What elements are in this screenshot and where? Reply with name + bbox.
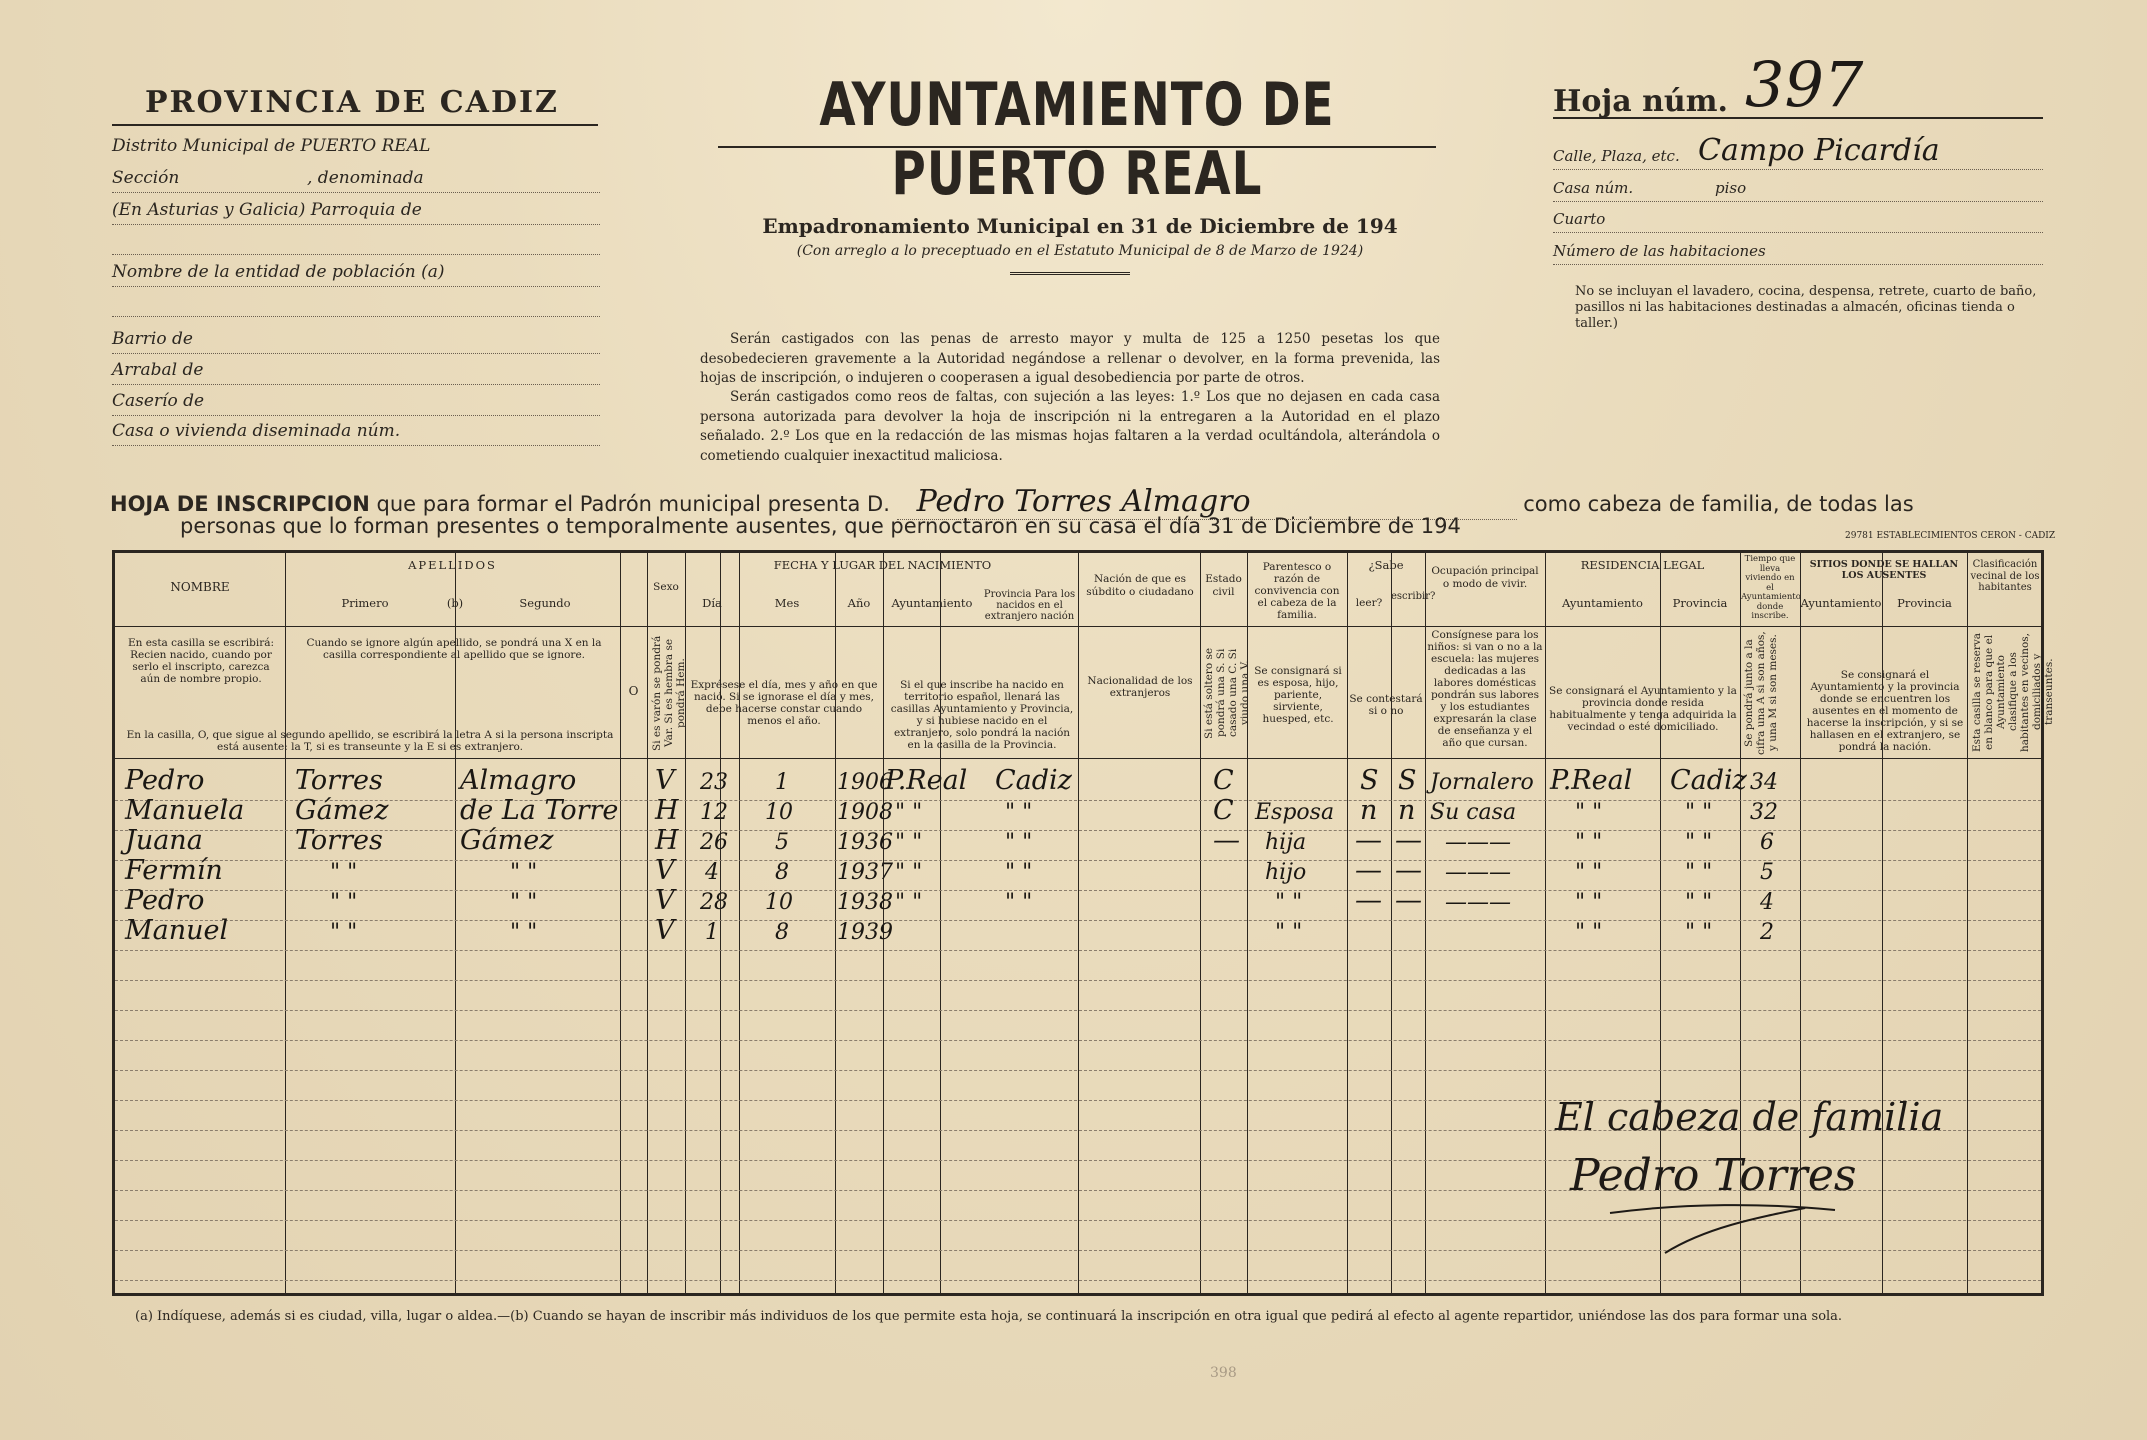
habitaciones-note: No se incluyan el lavadero, cocina, despensa, retrete, cuarto de baño, pasillos ni las habitaciones destinadas a almacén, oficinas tienda o taller.)	[1575, 284, 2037, 331]
header-rule	[115, 758, 2041, 759]
casa-diseminada-field	[112, 421, 600, 446]
cell-mes: 5	[775, 830, 789, 855]
cell-res-ayto: " "	[1575, 860, 1603, 885]
cell-sexo: H	[655, 795, 679, 826]
instr-parentesco: Se consignará si es esposa, hijo, pariente, sirviente, huesped, etc.	[1254, 665, 1342, 725]
instr-ausentes: Se consignará el Ayuntamiento y la provincia donde se encuentren los ausentes en el momento de hacerse la inscripción, y si se hallasen en el extranjero, se pondrá la nación.	[1806, 669, 1964, 753]
calle-value: Campo Picardía	[1698, 133, 1940, 168]
cell-res-ayto: " "	[1575, 800, 1603, 825]
cell-res-ayto: " "	[1575, 830, 1603, 855]
cell-nombre: Manuela	[125, 795, 245, 826]
penalty-paragraph-1: Serán castigados con las penas de arresto mayor y multa de 125 a 1250 pesetas los que desobedecieren gravemente a la Autoridad negándose a rellenar o devolver, en la forma prevenida, las hojas de inscripción, o indujeren o cooperasen a igual desobediencia por parte de otros.	[700, 331, 1440, 386]
cell-dia: 28	[700, 890, 728, 915]
habitaciones-label: Número de las habitaciones	[1553, 242, 1766, 260]
blank-line	[112, 230, 600, 255]
instr-nacion: Nacionalidad de los extranjeros	[1087, 675, 1193, 699]
row-line	[115, 920, 2041, 921]
cell-leer: —	[1355, 885, 1382, 916]
cell-ayuntamiento: P.Real	[885, 765, 968, 796]
row-line	[115, 1280, 2041, 1281]
penalty-paragraph-2: Serán castigados como reos de faltas, con sujeción a las leyes: 1.º Los que no dejasen en cada casa persona autorizada para devolver la hoja de inscripción ni la entregaren a la Autoridad en el plazo señalado. 2.º Los que en la redacción de las mismas hojas faltaren a la verdad ocultándola, alterándola o cometiendo cualquier inexactitud maliciosa.	[700, 389, 1440, 464]
col-line	[1347, 553, 1348, 1293]
hoja-label: Hoja núm.	[1553, 84, 1728, 119]
header-estado: Estado civil	[1205, 573, 1242, 598]
instr-lugar: Si el que inscribe ha nacido en territorio español, llenará las casillas Ayuntamiento y Provincia, y si hubiese nacido en el extranjero, solo pondrá la nación en la casilla de la Provincia.	[890, 679, 1074, 751]
signature-label: El cabeza de familia	[1555, 1095, 1944, 1139]
header-apellidos: APELLIDOS	[408, 558, 497, 572]
signature-flourish	[1605, 1198, 1845, 1258]
caserio-label: Caserío de	[112, 391, 205, 411]
divider	[1553, 117, 2043, 119]
header-segundo: Segundo	[519, 596, 571, 610]
cell-tiempo: 32	[1750, 800, 1778, 825]
cell-res-prov: " "	[1685, 800, 1713, 825]
cell-tiempo: 34	[1750, 770, 1778, 795]
province-title: PROVINCIA DE CADIZ	[145, 85, 559, 120]
col-line	[940, 553, 941, 1293]
cell-estado: —	[1213, 825, 1240, 856]
ornament	[1010, 272, 1130, 275]
header-nacion: Nación de que es súbdito o ciudadano	[1086, 573, 1194, 598]
cell-ano: 1939	[837, 920, 893, 945]
col-line	[1078, 553, 1079, 1293]
arrabal-label: Arrabal de	[112, 360, 204, 380]
cell-leer: —	[1355, 825, 1382, 856]
cell-leer: n	[1360, 795, 1378, 826]
cell-nombre: Pedro	[125, 885, 205, 916]
cell-res-ayto: " "	[1575, 920, 1603, 945]
cell-tiempo: 6	[1760, 830, 1774, 855]
district-line	[112, 136, 600, 160]
cell-primero: " "	[330, 920, 358, 945]
header-fecha-lugar: FECHA Y LUGAR DEL NACIMIENTO	[773, 558, 992, 572]
cell-mes: 8	[775, 860, 789, 885]
cell-primero: Torres	[295, 765, 383, 796]
cell-parentesco: Esposa	[1255, 800, 1335, 825]
header-sabe: ¿Sabe	[1368, 558, 1404, 572]
arrabal-field	[112, 360, 600, 385]
row-line	[115, 1070, 2041, 1071]
cell-res-ayto: " "	[1575, 890, 1603, 915]
cell-ayuntamiento: " "	[895, 830, 923, 855]
instr-estado: Si está soltero se pondrá una S. Si casado una C. Si viudo una V.	[1203, 647, 1251, 739]
cell-ano: 1938	[837, 890, 893, 915]
col-line	[1391, 553, 1392, 1293]
cell-segundo: Almagro	[460, 765, 577, 796]
instr-apellidos: Cuando se ignore algún apellido, se pondrá una X en la casilla correspondiente al apellido que se ignore.	[306, 637, 602, 661]
header-primero: Primero	[341, 596, 389, 610]
blank-line	[112, 292, 600, 317]
header-tiempo: Tiempo que lleva viviendo en el Ayuntamiento donde inscribe.	[1741, 554, 1801, 621]
main-title: AYUNTAMIENTO DE PUERTO REAL	[819, 71, 1335, 209]
cell-res-ayto: P.Real	[1550, 765, 1633, 796]
cell-tiempo: 5	[1760, 860, 1774, 885]
header-parentesco: Parentesco o razón de convivencia con el cabeza de la familia.	[1254, 561, 1340, 621]
header-dia: Día	[702, 596, 722, 610]
cell-ano: 1936	[837, 830, 893, 855]
casa-diseminada-label: Casa o vivienda diseminada núm.	[112, 421, 401, 441]
col-line	[620, 553, 621, 1293]
cell-primero: Torres	[295, 825, 383, 856]
printer-mark: 29781 ESTABLECIMIENTOS CERON - CADIZ	[1845, 531, 2056, 541]
cell-dia: 4	[705, 860, 719, 885]
cell-mes: 1	[775, 770, 789, 795]
cell-parentesco: " "	[1275, 890, 1303, 915]
cell-segundo: de La Torre	[460, 795, 619, 826]
inscripcion-text-b: como cabeza de familia, de todas las	[1523, 492, 1914, 516]
cell-ayuntamiento: " "	[895, 890, 923, 915]
header-ocupacion: Ocupación principal o modo de vivir.	[1431, 565, 1539, 590]
cell-provincia: " "	[1005, 860, 1033, 885]
footnote: (a) Indíquese, además si es ciudad, villa, lugar o aldea.—(b) Cuando se hayan de inscribir más individuos de los que permite esta hoja, se continuará la inscripción en otra igual que pedirá al efecto al agente repartidor, uniéndose las dos para formar una sola.	[135, 1309, 1843, 1324]
cell-provincia: " "	[1005, 890, 1033, 915]
cell-primero: " "	[330, 890, 358, 915]
instr-clasificacion: Esta casilla se reserva en blanco para que el Ayuntamiento clasifique a los habitantes en vecinos, domiciliados y transeuntes.	[1971, 632, 2055, 752]
cell-res-prov: " "	[1685, 830, 1713, 855]
col-line	[1425, 553, 1426, 1293]
cell-leer: —	[1355, 855, 1382, 886]
calle-field	[1553, 133, 2043, 170]
cell-ano: 1908	[837, 800, 893, 825]
cell-ano: 1937	[837, 860, 893, 885]
instr-sexo: Si es varón se pondrá Var. Si es hembra se pondrá Hem.	[651, 635, 687, 751]
col-line	[739, 553, 740, 1293]
pencil-mark: 398	[1210, 1365, 1237, 1381]
instr-nombre: En esta casilla se escribirá: Recien nacido, cuando por serlo el inscripto, carezca aún de nombre propio.	[127, 637, 275, 685]
header-leer: leer?	[1355, 597, 1383, 609]
cell-sexo: H	[655, 825, 679, 856]
cell-escribir: n	[1398, 795, 1416, 826]
cell-provincia: Cadiz	[995, 765, 1072, 796]
cell-segundo: " "	[510, 860, 538, 885]
cell-primero: Gámez	[295, 795, 389, 826]
col-line	[285, 553, 286, 1293]
empadronamiento-subtitle: (Con arreglo a lo preceptuado en el Estatuto Municipal de 8 de Marzo de 1924)	[796, 243, 1364, 259]
row-line	[115, 1040, 2041, 1041]
cell-sexo: V	[655, 915, 675, 946]
col-line	[835, 553, 836, 1293]
col-line	[1882, 553, 1883, 1293]
header-nombre: NOMBRE	[170, 580, 230, 594]
cell-dia: 23	[700, 770, 728, 795]
instr-sabe: Se contestará si o no	[1349, 693, 1423, 717]
cell-sexo: V	[655, 855, 675, 886]
header-residencia-prov: Provincia	[1672, 596, 1728, 610]
seccion-field	[112, 168, 600, 193]
cell-segundo: Gámez	[460, 825, 554, 856]
cell-segundo: " "	[510, 920, 538, 945]
col-line	[1545, 553, 1546, 1293]
cell-nombre: Pedro	[125, 765, 205, 796]
calle-label: Calle, Plaza, etc.	[1553, 147, 1680, 165]
parroquia-label: (En Asturias y Galicia) Parroquia de	[112, 200, 422, 220]
cell-parentesco: hija	[1265, 830, 1307, 855]
cell-leer: S	[1360, 765, 1379, 796]
cell-estado: C	[1213, 795, 1234, 826]
header-ayuntamiento: Ayuntamiento	[891, 596, 973, 610]
cell-nombre: Manuel	[125, 915, 229, 946]
caserio-field	[112, 391, 600, 416]
empadronamiento-title: Empadronamiento Municipal en 31 de Diciembre de 194	[762, 214, 1398, 238]
cell-dia: 1	[705, 920, 719, 945]
cuarto-field	[1553, 210, 2043, 233]
cell-primero: " "	[330, 860, 358, 885]
cell-res-prov: " "	[1685, 860, 1713, 885]
cell-mes: 8	[775, 920, 789, 945]
header-mes: Mes	[774, 596, 800, 610]
cell-res-prov: " "	[1685, 890, 1713, 915]
cell-escribir: —	[1395, 825, 1422, 856]
row-line	[115, 980, 2041, 981]
header-escribir: escribir?	[1391, 591, 1436, 602]
cell-parentesco: hijo	[1265, 860, 1307, 885]
cell-escribir: —	[1395, 855, 1422, 886]
cell-escribir: —	[1395, 885, 1422, 916]
head-of-family-name: Pedro Torres Almagro	[897, 484, 1517, 520]
header-sexo: Sexo	[653, 581, 679, 593]
entidad-label: Nombre de la entidad de población (a)	[112, 262, 445, 282]
row-line	[115, 890, 2041, 891]
cell-dia: 26	[700, 830, 728, 855]
denominada-label: , denominada	[307, 168, 424, 188]
instr-residencia: Se consignará el Ayuntamiento y la provincia donde resida habitualmente y tenga adquirida la vecindad o esté domiciliado.	[1549, 685, 1737, 733]
inscripcion-lead: HOJA DE INSCRIPCION	[110, 492, 370, 516]
cell-res-prov: Cadiz	[1670, 765, 1747, 796]
divider	[718, 146, 1436, 148]
instr-ocupacion: Consígnese para los niños: si van o no a la escuela: las mujeres dedicadas a las labores domésticas pondrán sus labores y los estudiantes expresarán la clase de enseñanza y el año que cursan.	[1427, 629, 1543, 749]
entidad-field	[112, 262, 600, 287]
inscripcion-line-2: personas que lo forman presentes o temporalmente ausentes, que pernoctaron en su casa el día 31 de Diciembre de 194	[180, 514, 1461, 538]
col-line	[455, 553, 456, 1293]
header-ausentes: SITIOS DONDE SE HALLAN LOS AUSENTES	[1809, 559, 1959, 581]
cell-ocupacion: ———	[1445, 860, 1511, 885]
header-ausentes-ayto: Ayuntamiento	[1800, 596, 1882, 610]
cell-ano: 1906	[837, 770, 893, 795]
header-residencia: RESIDENCIA LEGAL	[1580, 558, 1705, 572]
divider	[112, 124, 598, 126]
cell-sexo: V	[655, 765, 675, 796]
casa-label: Casa núm.	[1553, 179, 1634, 197]
cell-res-prov: " "	[1685, 920, 1713, 945]
cell-segundo: " "	[510, 890, 538, 915]
cell-ocupacion: ———	[1445, 890, 1511, 915]
instr-casilla-o: En la casilla, O, que sigue al segundo apellido, se escribirá la letra A si la persona inscripta está ausente: la T, si es transeunte y la E si es extranjero.	[126, 729, 614, 753]
barrio-field	[112, 329, 600, 354]
row-line	[115, 1010, 2041, 1011]
signature-name: Pedro Torres	[1570, 1150, 1857, 1201]
inscripcion-text-a: que para formar el Padrón municipal presenta D.	[376, 492, 890, 516]
cell-provincia: " "	[1005, 800, 1033, 825]
cell-sexo: V	[655, 885, 675, 916]
cell-nombre: Fermín	[125, 855, 223, 886]
habitaciones-field	[1553, 242, 2043, 265]
barrio-label: Barrio de	[112, 329, 193, 349]
instr-tiempo: Se pondrá junto a la cifra una A si son años, y una M si son meses.	[1743, 631, 1779, 755]
piso-label: piso	[1715, 179, 1747, 197]
cell-ocupacion: Su casa	[1430, 800, 1517, 825]
header-rule	[115, 626, 2041, 627]
cell-ocupacion: Jornalero	[1430, 770, 1534, 795]
parroquia-field	[112, 200, 600, 225]
cell-ayuntamiento: " "	[895, 800, 923, 825]
header-ano: Año	[847, 596, 871, 610]
col-line	[1967, 553, 1968, 1293]
instr-fecha: Exprésese el día, mes y año en que nació. Si se ignorase el día y mes, debe hacerse constar cuando menos el año.	[690, 679, 878, 727]
casa-field	[1553, 179, 2043, 202]
row-line	[115, 830, 2041, 831]
cell-estado: C	[1213, 765, 1234, 796]
col-line	[1200, 553, 1201, 1293]
col-line	[647, 553, 648, 1293]
header-residencia-ayto: Ayuntamiento	[1562, 596, 1643, 610]
cell-ayuntamiento: " "	[895, 860, 923, 885]
seccion-label: Sección	[112, 168, 180, 188]
cell-mes: 10	[765, 890, 793, 915]
cuarto-label: Cuarto	[1553, 210, 1606, 228]
cell-ocupacion: ———	[1445, 830, 1511, 855]
hoja-number: 397	[1745, 48, 1864, 121]
instr-o: O	[628, 684, 639, 698]
cell-escribir: S	[1398, 765, 1417, 796]
header-provincia-nacimiento: Provincia Para los nacidos en el extranjero nación	[983, 589, 1076, 622]
row-line	[115, 860, 2041, 861]
cell-provincia: " "	[1005, 830, 1033, 855]
cell-tiempo: 4	[1760, 890, 1774, 915]
header-b: (b)	[446, 596, 464, 610]
cell-parentesco: " "	[1275, 920, 1303, 945]
header-clasificacion: Clasificación vecinal de los habitantes	[1970, 559, 2040, 593]
col-line	[720, 553, 721, 1293]
row-line	[115, 950, 2041, 951]
cell-dia: 12	[700, 800, 728, 825]
cell-tiempo: 2	[1760, 920, 1774, 945]
district-label: Distrito Municipal de PUERTO REAL	[112, 136, 431, 156]
cell-nombre: Juana	[125, 825, 203, 856]
header-ausentes-prov: Provincia	[1897, 596, 1952, 610]
cell-mes: 10	[765, 800, 793, 825]
